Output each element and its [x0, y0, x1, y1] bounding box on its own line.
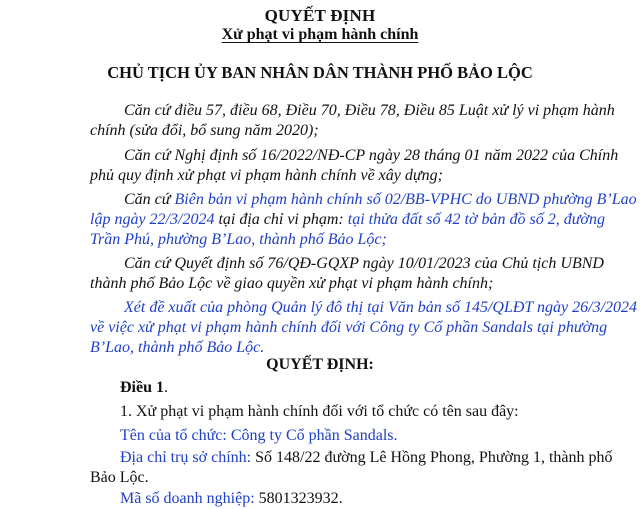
basis-decree-line1: Căn cứ Nghị định số 16/2022/NĐ-CP ngày 28 tháng 01 năm 2022 của Chính: [124, 147, 619, 164]
tax-code-row: [120, 489, 343, 509]
address-row: [120, 448, 613, 468]
article-1-label: Điều 1: [120, 379, 164, 396]
violation-location-link[interactable]: tại thửa đất số 42 tờ bản đồ số 2, đường: [347, 211, 605, 228]
basis-law-line1: Căn cứ điều 57, điều 68, Điều 70, Điều 78, Điều 85 Luật xử lý vi phạm hành: [124, 102, 615, 119]
basis-record-line1: [124, 190, 637, 210]
address-label: Địa chỉ trụ sở chính:: [120, 449, 256, 466]
basis-decree-line2: phủ quy định xử phạt vi phạm hành chính về xây dựng;: [90, 167, 443, 184]
violation-record-date-link[interactable]: lập ngày 22/3/2024: [90, 211, 215, 228]
address-value-line1: Số 148/22 đường Lê Hồng Phong, Phường 1, thành phố: [255, 449, 613, 466]
basis-delegation-line1: Căn cứ Quyết định số 76/QĐ-GQXP ngày 10/01/2023 của Chủ tịch UBND: [124, 255, 604, 272]
article-1-dot: .: [164, 379, 168, 396]
article-1-heading: [120, 378, 168, 398]
document-title: QUYẾT ĐỊNH: [264, 6, 376, 25]
document-subtitle: Xử phạt vi phạm hành chính: [221, 26, 419, 43]
org-name-label: Tên của tổ chức:: [120, 427, 231, 444]
violation-location-link-line2[interactable]: Trần Phú, phường B’Lao, thành phố Bảo Lộc;: [90, 231, 387, 248]
proposal-link-line1[interactable]: Xét đề xuất của phòng Quản lý đô thị tại Văn bản số 145/QLĐT ngày 26/3/2024: [124, 299, 638, 316]
basis-record-line2: [90, 210, 605, 230]
org-name-value[interactable]: Công ty Cổ phần Sandals.: [230, 427, 398, 444]
address-value-line2: Bảo Lộc.: [90, 469, 149, 486]
decision-heading: QUYẾT ĐỊNH:: [266, 356, 374, 373]
document-subtitle-row: [0, 25, 640, 45]
tax-code-value: 5801323932.: [258, 490, 343, 507]
issuing-authority: CHỦ TỊCH ỦY BAN NHÂN DÂN THÀNH PHỐ BẢO LỘC: [107, 63, 533, 82]
basis-delegation-line2: thành phố Bảo Lộc về giao quyền xử phạt vi phạm hành chính;: [90, 275, 494, 292]
basis-law-line2: chính (sửa đổi, bổ sung năm 2020);: [90, 122, 319, 139]
basis-record-prefix: Căn cứ: [124, 191, 175, 208]
article-1-item-1: 1. Xử phạt vi phạm hành chính đối với tổ chức có tên sau đây:: [120, 403, 519, 420]
proposal-link-line3[interactable]: B’Lao, thành phố Bảo Lộc.: [90, 339, 265, 356]
violation-record-link[interactable]: Biên bản vi phạm hành chính số 02/BB-VPHC do UBND phường B’Lao: [174, 191, 637, 208]
proposal-link-line2[interactable]: về việc xử phạt vi phạm hành chính đối với Công ty Cổ phần Sandals tại phường: [90, 319, 608, 336]
basis-record-mid: tại địa chỉ vi phạm:: [214, 211, 348, 228]
org-name-row: [120, 426, 398, 446]
tax-code-label: Mã số doanh nghiệp:: [120, 490, 259, 507]
